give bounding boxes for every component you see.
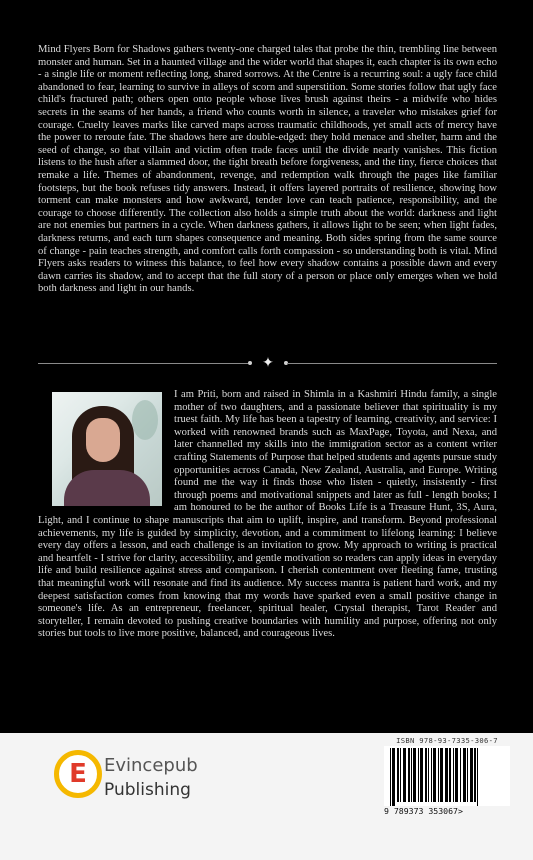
- barcode-bar: [428, 748, 429, 802]
- barcode-bar: [470, 748, 473, 802]
- barcode-bar: [411, 748, 412, 802]
- barcode-bar: [413, 748, 416, 802]
- barcode-addon: >: [457, 806, 463, 816]
- back-cover-blurb: Mind Flyers Born for Shadows gathers twenty-one charged tales that probe the thin, trembling line between monster and human. Set in a haunted village and the wider world that shapes it, each chapter is its own echo - a single life or moment reflecting long, shared sorrows. At the Centre is a recurring soul: a ugly face child abandoned to fear, learning to survive in alleys of scorn and superstition. Some stories follow that ugly face child's fractured path; others open onto people whose lives brush against theirs - a midwife who hides secrets in the seams of her hands, a friend who counts worth in silence, a traveler who mistakes grief for courage. Cruelty leaves marks like carved maps across traumatic childhoods, yet small acts of mercy have the power to reroute fate. The shadows here are double-edged: they hold menace and shelter, harm and the seed of change, so that villain and victim often trade faces until the divide nearly vanishes. This fiction listens to the hush after a slammed door, the tight breath before forgiveness, and the tiny, fierce choices that remake a life. Themes of abandonment, revenge, and redemption walk through the pages like familiar footsteps, but the book refuses tidy answers. Instead, it offers layered portraits of resilience, showing how torment can make monsters and how awkward, tender love can teach patience, responsibility, and the courage to choose differently. The collection also holds a simple truth about the world: darkness and light are not enemies but partners in a cycle. When darkness gathers, it allows light to be seen; when light fades, darkness returns, and each turn shapes consequence and meaning. Both sides spring from the same source of change - pain teaches strength, and comfort calls forth compassion - so understanding both is vital. Mind Flyers asks readers to witness this balance, to feel how every shadow contains a possible dawn and every dawn carries its shadow, and to accept that the full story of a person or place only emerges when we hold both darkness and light in our hands.: [38, 44, 497, 295]
- author-section: [38, 389, 497, 641]
- photo-body: [64, 470, 150, 506]
- barcode-bar: [400, 748, 401, 802]
- barcode-digits: [384, 806, 514, 816]
- barcode-bar: [477, 748, 478, 806]
- photo-face: [86, 418, 120, 462]
- barcode-bar: [455, 748, 458, 802]
- barcode-bar: [392, 748, 395, 806]
- barcode-bar: [463, 748, 466, 802]
- barcode-bar: [403, 748, 406, 802]
- barcode-bar: [425, 748, 427, 802]
- divider-line-right: [287, 363, 497, 364]
- isbn-label: ISBN 978-93-7335-306-7: [396, 736, 498, 745]
- divider-line-left: [38, 363, 248, 364]
- barcode-bar: [431, 748, 432, 802]
- photo-background-leaf: [132, 400, 158, 440]
- publisher-sub: Publishing: [104, 780, 191, 800]
- barcode-bar: [433, 748, 436, 802]
- barcode-bar: [445, 748, 448, 802]
- divider-dot-left: [248, 361, 252, 365]
- section-divider: [38, 355, 497, 371]
- barcode-bar: [474, 748, 476, 802]
- barcode-bar: [467, 748, 468, 802]
- author-bio: I am Priti, born and raised in Shimla in a Kashmiri Hindu family, a single mother of two daughters, and a passionate believer that spirituality is my truest faith. My life has been a tapestry of learning, creativity, and service: I worked with renowned brands such as MaxPage, Toyota, and Nexa, and later channelled my skills into the immigration sector as a content writer crafting Statements of Purpose that helped students and agents pursue study opportunities across Canada, New Zealand, Australia, and Europe. Writing found me the way it finds those who listen - quietly, insistently - first through poems and motivational snippets and later as full - length books; I am honoured to be the author of Books Life is a Treasure Hunt, 3S, Aura, Light, and I continue to shape manuscripts that aim to uplift, inspire, and transform. Beyond professional achievements, my life is guided by simplicity, devotion, and a commitment to lifelong learning: I believe every day offers a lesson, and each challenge is an invitation to grow. My approach to writing is practical and heartfelt - I strive for clarity, accessibility, and gentle motivation so readers can apply ideas in everyday life and build resilience against stress and comparison. I cherish contentment over fleeting fame, trusting that meaningful work will resonate and find its audience. My success mantra is patient hard work, and my deepest satisfaction comes from knowing that my words have sparked even a small positive change in someone's life. As an entrepreneur, freelancer, spiritual healer, Crystal therapist, Tarot Reader and storyteller, I remain devoted to pushing creative boundaries with humility and purpose, offering not only stories but tools to live more positive, balanced, and courageous lives.: [38, 389, 497, 640]
- barcode-bar: [453, 748, 454, 802]
- barcode-bar: [397, 748, 399, 802]
- barcode-bar: [440, 748, 443, 802]
- publisher-logo-letter: E: [69, 759, 87, 789]
- sparkle-star-icon: ✦: [262, 355, 274, 371]
- barcode-bar: [390, 748, 391, 806]
- barcode-number: 9 789373 353067: [384, 806, 458, 816]
- barcode: [384, 746, 510, 806]
- publisher-logo-icon: [54, 750, 102, 798]
- barcode-bar: [438, 748, 439, 802]
- barcode-bar: [449, 748, 451, 802]
- barcode-bar: [420, 748, 423, 802]
- barcode-bar: [408, 748, 410, 802]
- barcode-bar: [460, 748, 461, 802]
- author-photo: [52, 392, 162, 506]
- publisher-name: Evincepub: [104, 755, 198, 776]
- barcode-bar: [418, 748, 419, 802]
